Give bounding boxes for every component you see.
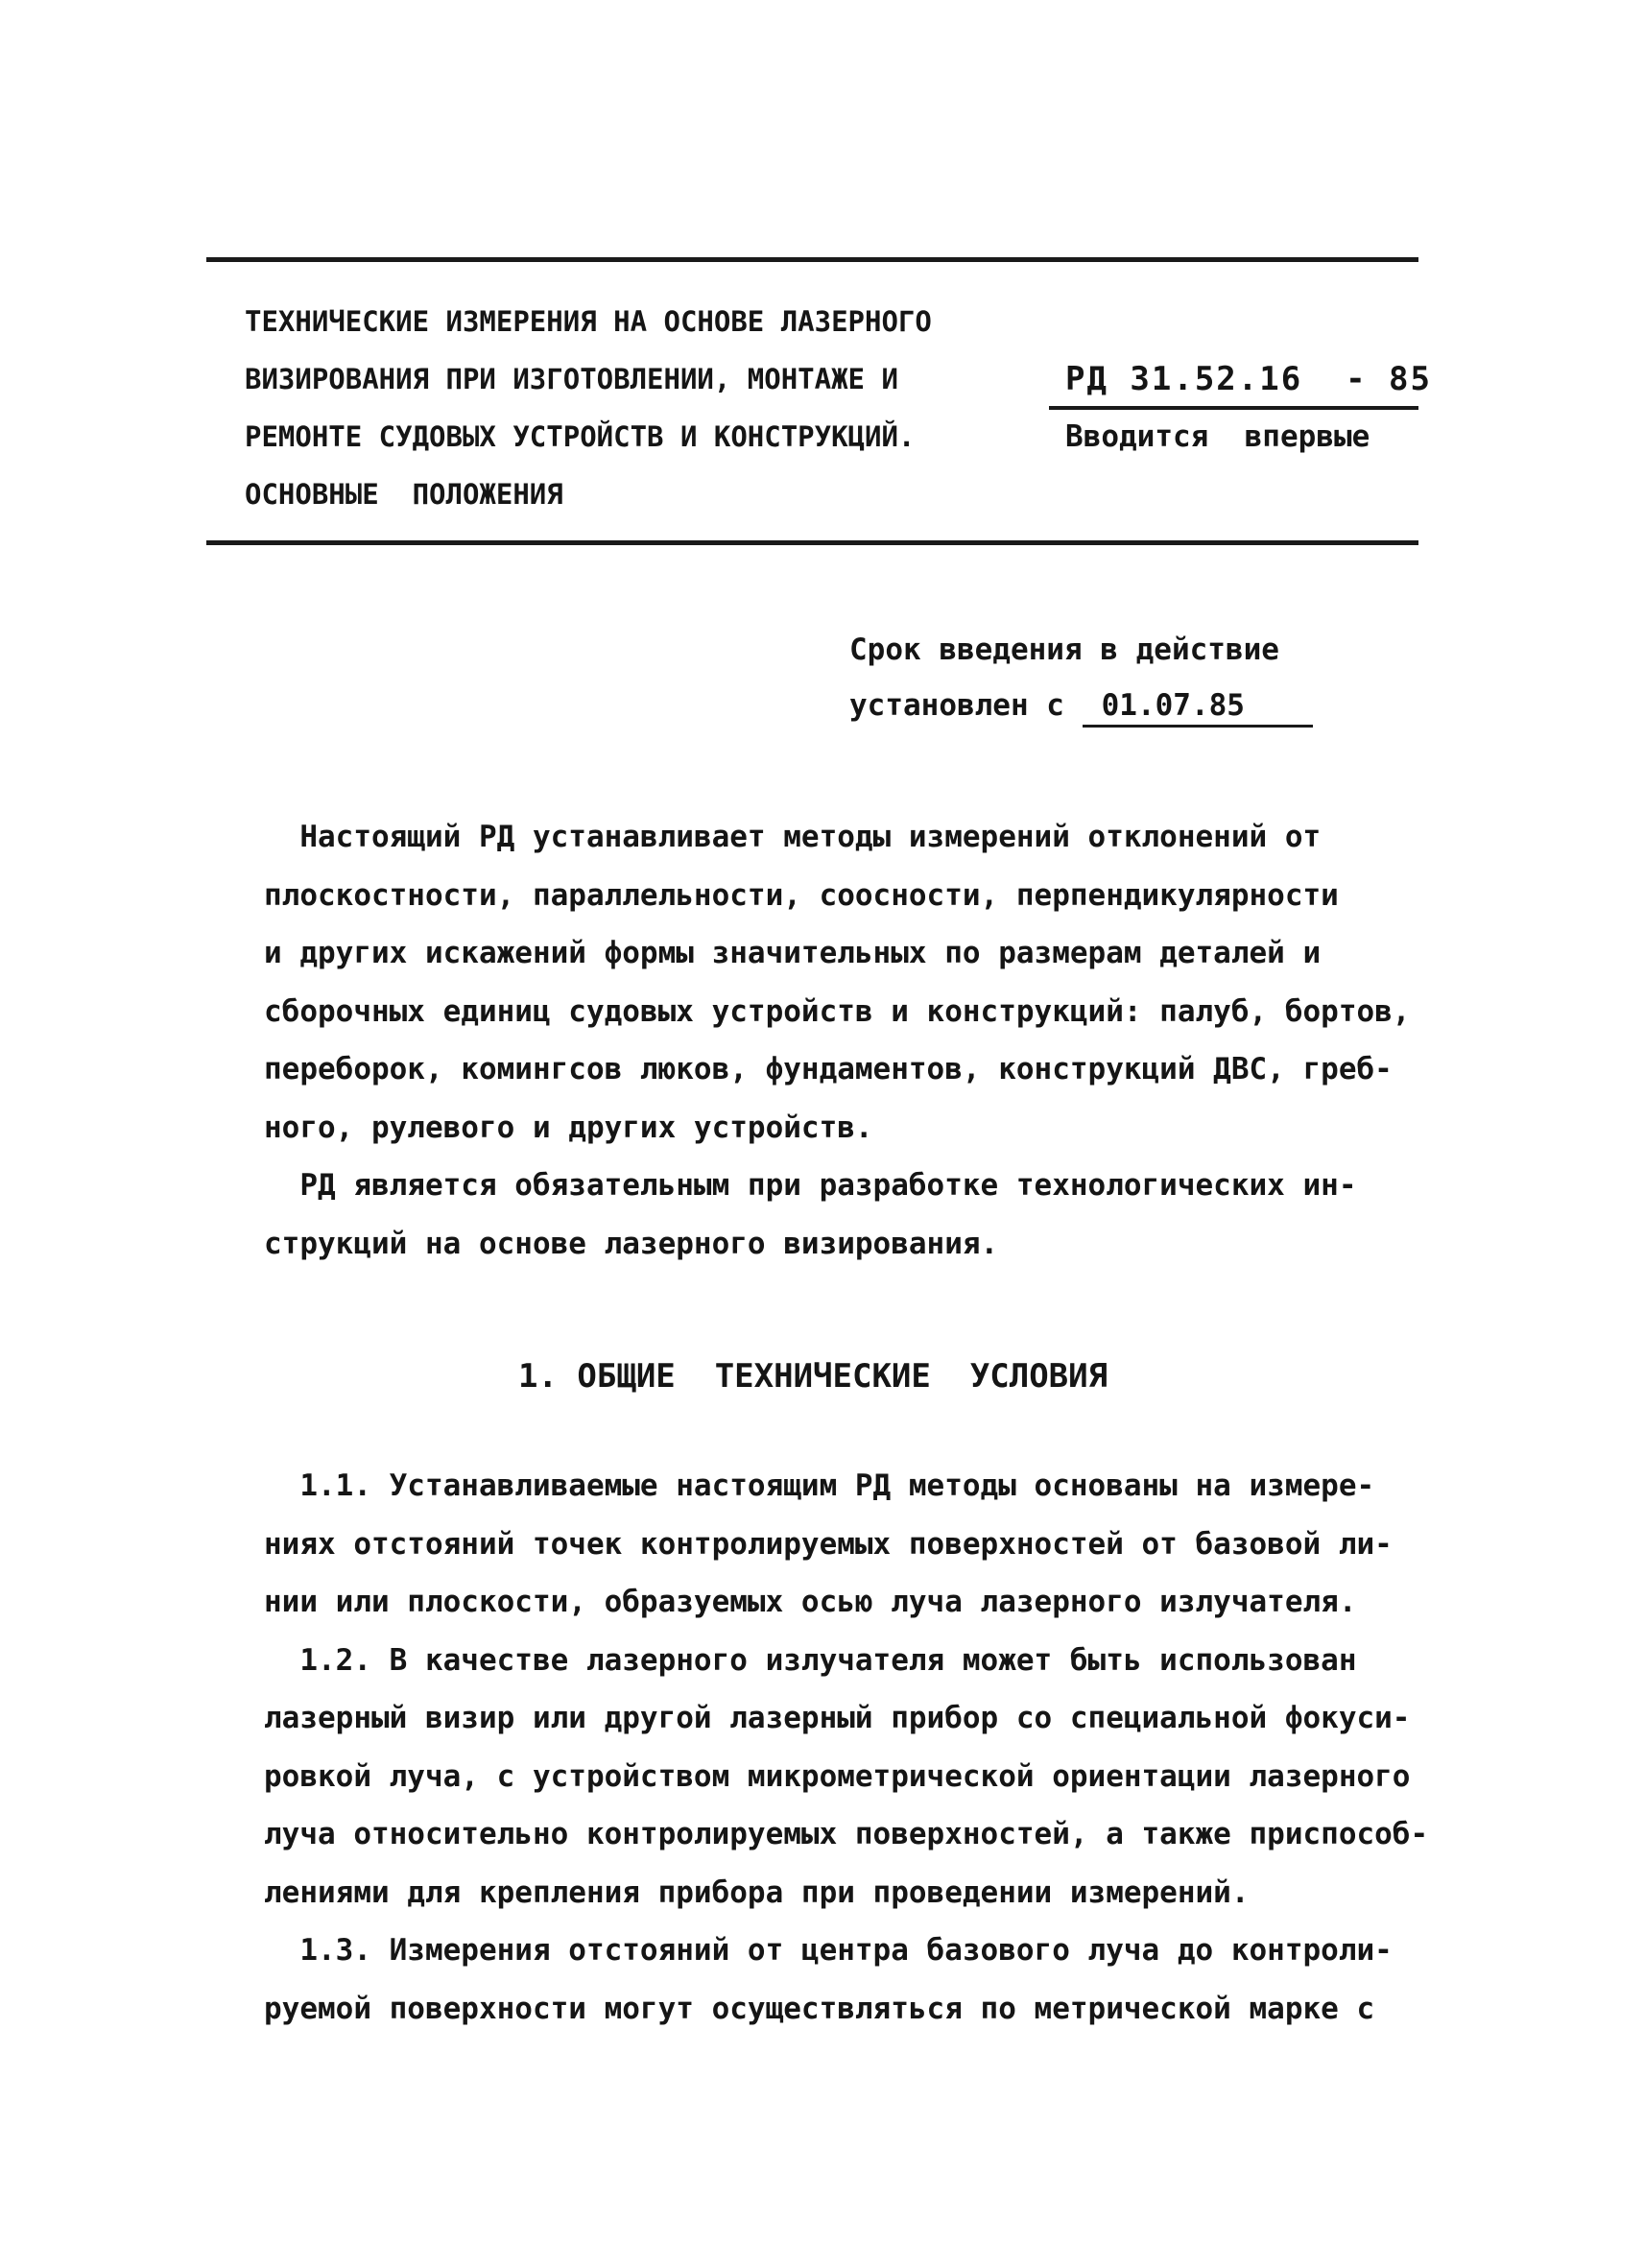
text-line: плоскостности, параллельности, соосности, перпендикулярности	[264, 877, 1339, 913]
text-line: ного, рулевого и других устройств.	[264, 1110, 873, 1145]
text-line: и других искажений формы значительных по размерам деталей и	[264, 936, 1322, 970]
paragraph	[264, 1157, 1410, 1273]
text-line: Настоящий РД устанавливает методы измерений отклонений от	[264, 820, 1322, 854]
effective-prefix: установлен с	[849, 688, 1083, 723]
document-code-rule	[1049, 406, 1418, 410]
effective-line-1: Срок введения в действие	[849, 633, 1279, 667]
text-line: 1.2. В качестве лазерного излучателя может быть использован	[264, 1642, 1357, 1678]
section-heading: 1. ОБЩИЕ ТЕХНИЧЕСКИЕ УСЛОВИЯ	[518, 1357, 1108, 1396]
title-line: РЕМОНТЕ СУДОВЫХ УСТРОЙСТВ И КОНСТРУКЦИЙ.	[245, 420, 916, 453]
title-line: ОСНОВНЫЕ ПОЛОЖЕНИЯ	[245, 478, 563, 511]
text-line: руемой поверхности могут осуществляться по метрической марке с	[264, 1991, 1375, 2026]
paragraph	[264, 1457, 1428, 1632]
introduction-note: Вводится впервые	[1065, 419, 1370, 454]
text-line: лазерный визир или другой лазерный прибор со специальной фокуси-	[264, 1701, 1411, 1735]
section-text	[264, 1457, 1428, 2038]
text-line: РД является обязательным при разработке технологических ин-	[264, 1168, 1357, 1203]
effective-line-2	[849, 678, 1313, 733]
paragraph	[264, 1922, 1428, 2038]
text-line: 1.1. Устанавливаемые настоящим РД методы основаны на измере-	[264, 1468, 1375, 1503]
intro-text	[264, 808, 1410, 1273]
paragraph	[264, 808, 1410, 1157]
text-line: сборочных единиц судовых устройств и конструкций: палуб, бортов,	[264, 993, 1411, 1029]
header-bottom-rule	[206, 540, 1418, 545]
text-line: ровкой луча, с устройством микрометрической ориентации лазерного	[264, 1758, 1411, 1794]
header-top-rule	[206, 257, 1418, 262]
title-line: ТЕХНИЧЕСКИЕ ИЗМЕРЕНИЯ НА ОСНОВЕ ЛАЗЕРНОГО	[245, 305, 932, 338]
effective-date: 01.07.85	[1083, 686, 1313, 728]
effective-date-block	[849, 622, 1313, 733]
text-line: лениями для крепления прибора при проведении измерений.	[264, 1874, 1250, 1910]
title-line: ВИЗИРОВАНИЯ ПРИ ИЗГОТОВЛЕНИИ, МОНТАЖЕ И	[245, 363, 898, 395]
text-line: луча относительно контролируемых поверхностей, а также приспособ-	[264, 1817, 1429, 1851]
text-line: струкций на основе лазерного визирования.	[264, 1226, 999, 1261]
text-line: 1.3. Измерения отстояний от центра базового луча до контроли-	[264, 1933, 1393, 1968]
text-line: ниях отстояний точек контролируемых поверхностей от базовой ли-	[264, 1526, 1393, 1562]
text-line: переборок, комингсов люков, фундаментов, конструкций ДВС, греб-	[264, 1052, 1393, 1086]
text-line: нии или плоскости, образуемых осью луча лазерного излучателя.	[264, 1585, 1357, 1619]
document-title	[245, 293, 932, 523]
paragraph	[264, 1632, 1428, 1922]
document-code: РД 31.52.16 - 85	[1065, 360, 1432, 398]
